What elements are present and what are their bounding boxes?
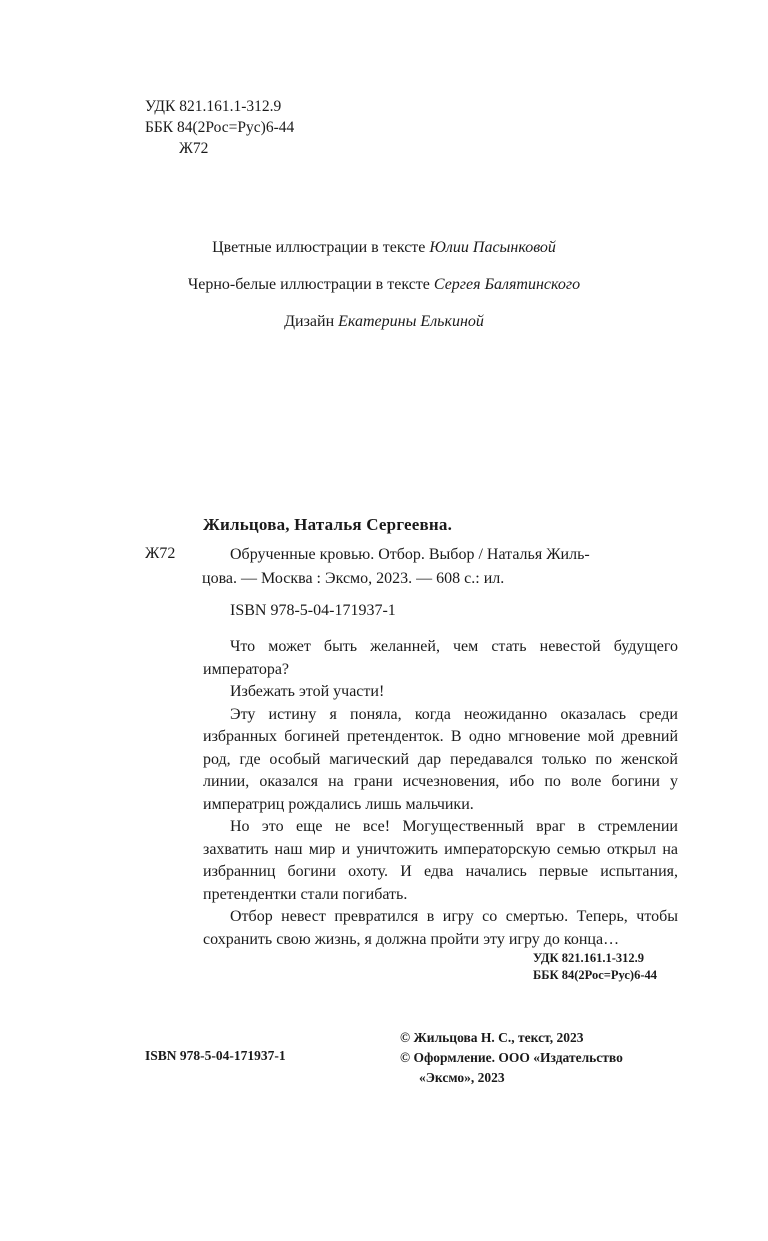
annotation [203,636,678,951]
annotation-paragraph: Избежать этой участи! [230,683,385,700]
small-udk: УДК 821.161.1-312.9 [533,951,644,965]
annotation-paragraph: Отбор невест превратился в игру со смертью. Теперь, чтобы сохранить свою жизнь, я должна пройти эту игру до конца… [203,908,678,948]
annotation-paragraph: Но это еще не все! Могущественный враг в стремлении захватить наш мир и уничтожить императорскую семью открыл на избранниц богини охоту. И едва начались первые испытания, претендентки стали погибать. [203,818,678,903]
udk-code: УДК 821.161.1-312.9 [145,98,282,115]
author-mark: Ж72 [179,140,209,157]
credit-design: Дизайн Екатерины Елькиной [284,313,484,330]
record-code: Ж72 [145,545,176,562]
record-isbn: ISBN 978-5-04-171937-1 [230,602,396,619]
copyright-publisher: «Эксмо», 2023 [419,1070,505,1085]
small-classification-codes [533,950,657,984]
isbn-bottom: ISBN 978-5-04-171937-1 [145,1048,286,1063]
record-title-line2: цова. — Москва : Эксмо, 2023. — 608 с.: ил. [202,570,505,587]
record-title-line1: Обрученные кровью. Отбор. Выбор / Наталья Жиль- [230,546,590,563]
record-title [203,543,678,591]
record-author: Жильцова, Наталья Сергеевна. [203,515,453,534]
classification-codes [145,96,294,159]
copyright-design: © Оформление. ООО «Издательство [400,1050,623,1065]
annotation-paragraph: Эту истину я поняла, когда неожиданно оказалась среди избранных богиней претенденток. В одно мгновение мой древний род, где особый магический дар передавался только по женской линии, оказался на грани исчезновения, ибо по воле богини у императриц рождались лишь мальчики. [203,705,678,813]
bbk-code: ББК 84(2Рос=Рус)6-44 [145,119,295,136]
copyright-text: © Жильцова Н. С., текст, 2023 [400,1030,584,1045]
copyright-block [400,1028,623,1088]
annotation-paragraph: Что может быть желанней, чем стать невестой будущего императора? [203,638,678,678]
credit-color-illustrations: Цветные иллюстрации в тексте Юлии Пасынковой [212,239,556,256]
credit-bw-illustrations: Черно-белые иллюстрации в тексте Сергея Балятинского [187,276,581,293]
small-bbk: ББК 84(2Рос=Рус)6-44 [533,968,657,982]
